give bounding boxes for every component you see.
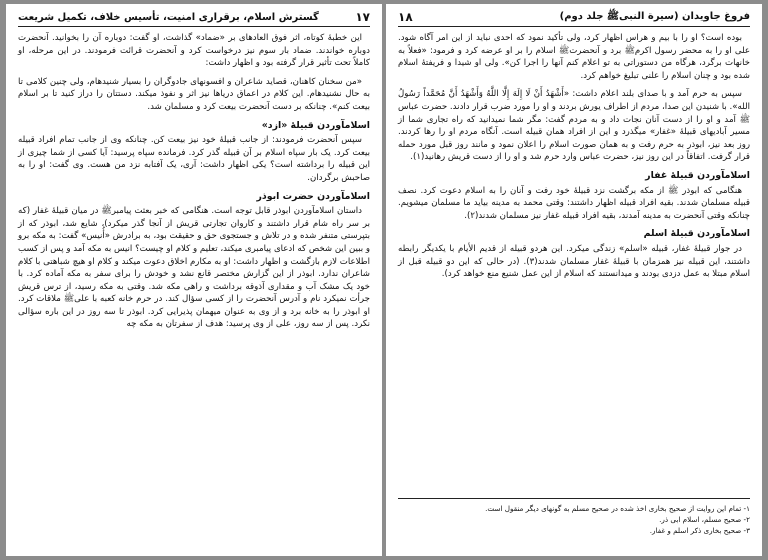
page-header [18, 8, 370, 27]
section-text: سپس آنحضرت فرمودند: از جانب قبیلهٔ خود نیز بیعت کن. چنانکه وی از جانب تمام افراد قبیله بیعت کرد. یک بار سپاه اسلام بر آن قبیله گذر کرد. فرمانده سپاه پرسید: آیا کسی از شما چیزی از این قبیله را برداشته است؟ یکی اظهار داشت: آری، یک آفتابه نزد من هست. وی گفت: او را به صاحبش برگردان. [18, 135, 370, 183]
right-page [386, 4, 762, 556]
left-page [6, 4, 382, 556]
section-text: در جوار قبیلهٔ غفار، قبیله «اسلم» زندگی میکرد. این هردو قبیله از قدیم الأیام با یکدیگر رابطه داشتند، این قبیله نیز همزمان با قبیلهٔ غفار مسلمان شدند(۳). (در حالی که این دو قبیله قبل از اسلام مبتلا به عمل دزدی بودند و میدانستند که اسلام از این عمل شنیع منع خواهد کرد). [398, 243, 750, 280]
page-header [398, 8, 750, 27]
footnote: ۳- صحیح بخاری ذکر اسلم و غفار. [649, 526, 750, 535]
footnotes [398, 498, 750, 536]
section-heading: اسلامآوردن حضرت ابوذر [256, 190, 370, 202]
footnote: ۱- تمام این روایت از صحیح بخاری اخذ شده در صحیح مسلم به گونهای دیگر منقول است. [485, 504, 750, 513]
page-content [398, 32, 750, 287]
paragraph: این خطبهٔ کوتاه، اثر فوق العادهای بر «ضماد» گذاشت، او گفت: دوباره آن را بخوانید. آنحضرت دوباره خواندند. ضماد بار سوم نیز درخواست کرد و آنحضرت قرائت فرمودند. در این مرحله، او کاملاً تحت تأثیر قرار گرفته بود و اظهار داشت: [18, 33, 370, 69]
header-title: گسترش اسلام، برقراری امنیت، تأسیس خلاف، تکمیل شریعت [18, 11, 319, 23]
page-number: ۱۸ [398, 10, 413, 24]
section-heading: اسلامآوردن قبیلهٔ «ازد» [261, 119, 370, 131]
page-number: ۱۷ [355, 10, 370, 24]
paragraph: «من سخنان کاهنان، قصاید شاعران و افسونهای جادوگران را بسیار شنیدهام، ولی چنین کلامی تا به حال نشنیدهام. این کلام در اعماق دریاها نیز اثر و نفوذ میکند. دستتان را دراز کنید تا بر اسلام بیعت کنم». چنانکه بر دست آنحضرت بیعت کرد و مسلمان شد. [18, 76, 370, 112]
section-text: داستان اسلامآوردن ابوذر قابل توجه است. هنگامی که خبر بعثت پیامبرﷺ در میان قبیلهٔ غفار (که بر سر راه شام قرار داشتند و کاروان تجارتی قریش از آنجا گذر میکرد)، شایع شد، ابوذر که از بتپرستی متنفر شده و در تلاش و جستجوی حق و حقیقت بود، به برادرش «أُنیس» گفت: به مکه برو و ببین این شخص که ادعای پیامبری میکند، تعلیم و کلام او چیست؟ انیس به مکه آمد و پس از کسب اطلاعات لازم بازگشت و اظهار داشت: او به مکارم اخلاق دعوت میکند و کلام او هیچ شباهتی با کلام شاعران ندارد. ابوذر از این گزارش مختصر قانع نشد و خودش را برای سفر به مکه آماده کرد. با خود یک مشک آب و مقداری آذوقه برداشت و راهی مکه شد. وقتی به مکه رسید، از ترس قریش جرأت نمیکرد نام و آدرس آنحضرت را از کسی سؤال کند. در حرم خانه کعبه با علیﷺ ملاقات کرد. او ابوذر را به خانه برد و از وی به عنوان میهمان پذیرایی کرد. ابوذر تا سه روز در این باره سؤالی نکرد. پس از سه روز، علی از وی پرسید: هدف از سفرتان به مکه چه [18, 206, 370, 330]
paragraph: بوده است؟ او را با بیم و هراس اظهار کرد، ولی تأکید نمود که احدی نباید از این امر آگاه شود. علی او را به محضر رسول اکرمﷺ برد و آنحضرتﷺ اسلام را بر او عرضه کرد و فرمود: «فعلاً به خانهات برگرد، هرگاه من دستوراتی به تو اعلام کنم آنها را اجرا کن». ولی او شیدا و فریفتهٔ اسلام شده بود و چنان اسلام را علنی تبلیغ خواهم کرد. [398, 33, 750, 81]
section-heading: اسلامآوردن قبیلهٔ غفار [645, 169, 750, 181]
page-content [18, 32, 370, 337]
header-title: فروغ جاویدان (سیرة النبیﷺ جلد دوم) [559, 11, 750, 22]
footnote: ۲- صحیح مسلم، اسلام ابی ذر. [659, 515, 750, 524]
section-text: هنگامی که ابوذر ﷺ از مکه برگشت نزد قبیلهٔ خود رفت و آنان را به اسلام دعوت کرد. نصف قبیله مسلمان شدند. بقیه افراد قبیله اظهار داشتند: وقتی محمد به مدینه بیاید ما مسلمان میشویم. چنانکه وقتی آنحضرت به مدینه آمدند، بقیه افراد قبیله غفار نیز مسلمان شدند(۲). [398, 185, 750, 221]
section-heading: اسلامآوردن قبیلهٔ اسلم [643, 228, 750, 240]
paragraph: سپس به حرم آمد و با صدای بلند اعلام داشت: «أَشْهَدُ أَنْ لَا إِلَهَ إِلَّا اللَّهُ وَأَشْهَدُ أَنَّ مُحَمَّداً رَسُولُ الله». با شنیدن این صدا، مردم از اطراف یورش بردند و او را مورد ضرب قرار دادند. حضرت عباس ﷺ آمد و او را از دست آنان نجات داد و به مردم گفت: مگر شما نمیدانید که راه تجاری شما از مسیر آبادیهای قبیلهٔ «غفار» میگذرد و این از افراد همان قبیله است. آنگاه مردم او را رها کردند. روز بعد نیز، ابوذر به حرم رفت و به همان صورت اسلام را اعلان نمود و مانند روز قبل مورد حمله قرار گرفت. اتفاقاً در این روز نیز، حضرت عباس وارد حرم شد و او را از دست قریش رهانید(۱). [398, 89, 750, 163]
